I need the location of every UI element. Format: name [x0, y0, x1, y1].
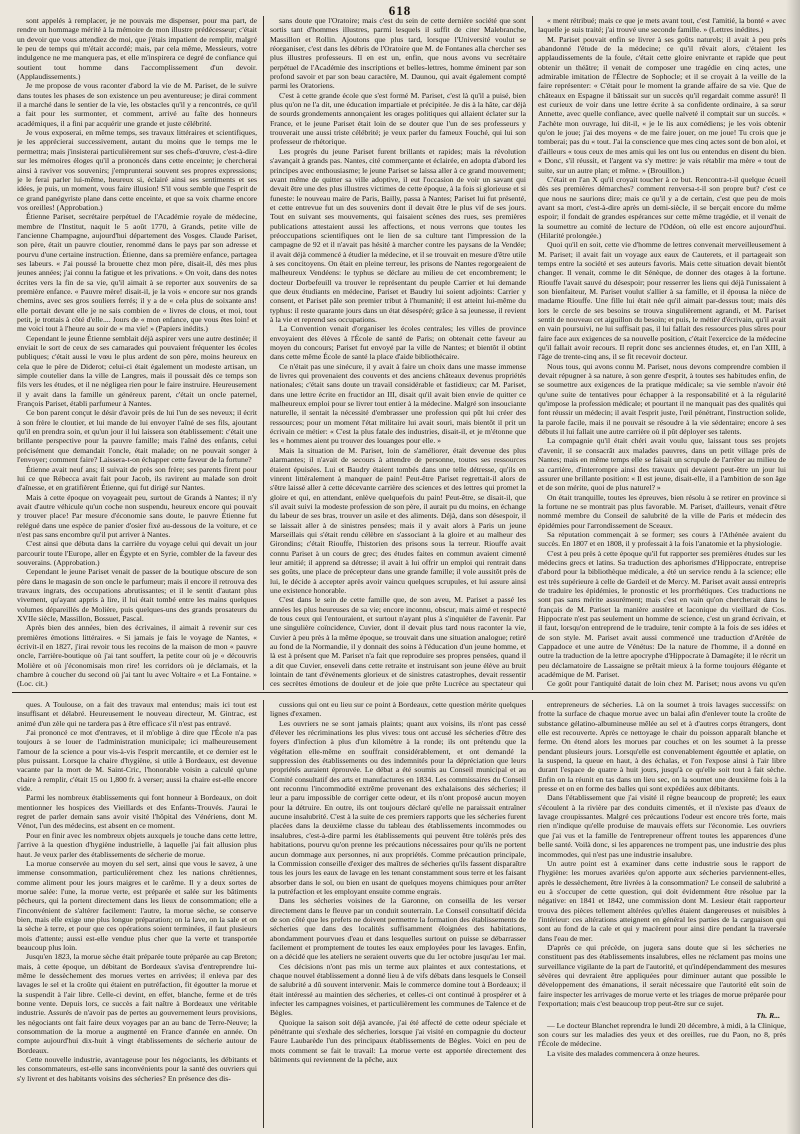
- paragraph: Cette nouvelle industrie, avantageuse pour les négociants, les débitants et les consommateurs, est-elle sans inconvénients pour la santé des ouvriers qui s'y livrent et des habitants voisins des sécheries? En présence des dis-: [17, 1055, 257, 1083]
- paragraph: Je vous exposerai, en même temps, ses travaux littéraires et scientifiques, je les apprécierai successivement, autant du moins que le temps me le permettra; mais j'insisterai particulièrement sur ses chefs-d'œuvre, c'est-à-dire sur les mémoires éloges qu'il a prononcés dans cette enceinte; je chercherai ainsi à raviver vos souvenirs; j'emprunterai souvent ses propres expressions; je le ferai parler lui-même, heureux si, éclairé ainsi ses sentiments et ses idées, je puis, un moment, vous faire illusion! S'il vous semble que l'esprit de ce grand panégyriste plane dans cette enceinte, et que sa voix charme encore vos oreilles! (Approbation.): [17, 128, 257, 212]
- paragraph: C'est ainsi que débuta dans la carrière du voyage celui qui devait un jour parcourir toute l'Europe, aller en Égypte et en Syrie, combler de la faveur des souverains. (Approbation.): [17, 539, 257, 567]
- paragraph: Ces décisions n'ont pas mis un terme aux plaintes et aux contestations, et chaque nouvel établissement a donné lieu à de vifs débats dans lesquels le Conseil de salubrité a dû souvent intervenir. Mais le commerce domine tout à Bordeaux; il était intéressé au maintien des sécheries, et celles-ci ont continué à prospérer et à infecter les campagnes voisines, et particulièrement les communes de Talence et de Bègles.: [270, 961, 526, 1018]
- paragraph: Quoique la saison soit déjà avancée, j'ai été affecté de cette odeur spéciale et pénétrante qui s'exhale des sécheries, lorsque j'ai visité en compagnie du docteur Faure Laubarède l'un des principaux établissements de Bègles. Voici en peu de mots comment se fait le travail: La morue verte est apportée directement des bâtiments qui reviennent de la pêche, aux: [270, 1017, 526, 1065]
- paragraph: Étienne Pariset, secrétaire perpétuel de l'Académie royale de médecine, membre de l'Institut, naquit le 5 août 1770, à Grands, petite ville de l'ancienne Champagne, aujourd'hui département des Vosges. Claude Pariset, son père, était un pauvre cloutier, renommé dans le pays par son adresse et pourvu d'une certaine instruction. Étienne, dans sa première enfance, partagea ses labeurs. « J'ai poussé la brouette chez mon père, disait-il, dès mes plus jeunes années; j'ai connu la fatigue et les privations. » On voit, dans des notes écrites vers la fin de sa vie, qu'il aimait à se reporter aux souvenirs de sa première enfance. « Pauvre mère! disait-il, je la vois « encore sur nos grands chemins, avec ses gros souliers ferrés; il y a de « cela plus de soixante ans! elle portait devant elle je ne sais combien de « livres de clous, et moi, tout petit, je trottais à côté d'elle.... Jours de « mon enfance, que vous êtes loin! et me voici tout à l'heure au soir de « ma vie! » (Papiers inédits.): [17, 212, 257, 334]
- article-column-1: [17, 16, 257, 690]
- paragraph: Après bien des années, bien des écrivaines, il aimait à revenir sur ces premières émotions littéraires. « Si jamais je fais le voyage de Nantes, « écrivit-il en 1827, j'irai revoir tous les recoins de la maison de mon « pauvre oncle, l'arrière-boutique où j'ai tant souffert, la petite cour où je « découvris Molière et où j'économisais mon rire! les corridors où je déclamais, et la chambre à coucher du second où j'ai tant lu avec Voltaire « et La Fontaine. » (Loc. cit.): [17, 623, 257, 689]
- paragraph: Dans l'établissement que j'ai visité il règne beaucoup de propreté; les eaux s'écoulent à la rivière par des conduits cimentés, et il n'existe pas d'eaux de lavage croupissantes. Malgré ces précautions l'odeur est encore très forte, mais rien n'indique qu'elle produise de mauvais effets sur l'économie. Les ouvriers que j'ai vus et la famille de l'entrepreneur offrent toutes les apparences d'une belle santé. Voilà donc, si les apparences ne trompent pas, une industrie des plus incommodes, qui n'est pas une industrie insalubre.: [538, 793, 786, 859]
- paragraph: sont appelés à remplacer, je ne pouvais me dispenser, pour ma part, de rendre un hommage mérité à la mémoire de mon illustre prédécesseur; c'était un devoir que vous attendiez de moi, que j'étais impatient de remplir, malgré le peu de temps qui m'était accordé; mais, par cela même, Messieurs, votre indulgence ne me manquera pas, et elle m'inspirera ce degré de confiance qui soutient tout homme dans l'accomplissement d'un devoir. (Applaudissements.): [17, 16, 257, 82]
- article-column-2: [270, 16, 526, 690]
- paragraph: Mais la situation de M. Pariset, loin de s'améliorer, était devenue des plus alarmantes; il n'avait de secours à attendre de personne, toutes ses ressources étaient épuisées. Lui et Baudry étaient tombés dans une telle détresse, qu'ils en vinrent littéralement à manquer de pain! Peut-être Pariset regrettait-il alors de s'être laissé aller à cette décevante carrière des sciences et des lettres qui promet la gloire et qui, en attendant, enlève quelquefois du pain! Peut-être, se disait-il, que s'il avait suivi la modeste profession de son père, il aurait pu du moins, en échange du labeur de ses bras, trouver un asile et des aliments. Déjà, dans son désespoir, il se laissait aller à de sinistres pensées; mais il y avait alors à Paris un jeune Marseillais qui s'était rendu célèbre en s'associant à la gloire et au malheur des Girondins; c'était Riouffe, l'historien des prisons sous la terreur. Riouffe avait connu Pariset à un cours de grec; des études faites en commun avaient cimenté leur amitié; il apprend sa détresse; il avait à lui offrir un emploi qui rentrait dans ses goûts, une place de précepteur dans une grande famille; il vole aussitôt près de lui, le décide à accepter après avoir vaincu quelques scrupules, et lui assure ainsi une existence honorable.: [270, 445, 526, 595]
- paragraph: Mais à cette époque on voyageait peu, surtout de Grands à Nantes; il n'y avait d'autre véhicule qu'un coche non suspendu, heureux encore qui pouvait y trouver place! Par mesure d'économie sans doute, le pauvre Étienne fut relégué dans une espèce de panier d'osier fixé au-dessous de la voiture, et ce n'est pas sans encombre qu'il put arriver à Nantes.: [17, 492, 257, 539]
- announcement: La visite des malades commencera à onze heures.: [547, 1048, 700, 1058]
- column-divider: [263, 16, 264, 690]
- paragraph: Les ouvriers ne se sont jamais plaints; quant aux voisins, ils n'ont pas cessé d'élever les récriminations les plus vives: tous ont accusé les sécheries d'être des foyers d'infection à plus d'un kilomètre à la ronde; ils ont prétendu que la végétation elle-même en souffrait considérablement, et ont demandé la suppression des établissements ou des indemnités pour la dépréciation que leurs propriétés auraient éprouvée. Le débat a été soumis au Conseil municipal et au Comité consultatif des arts et manufactures en 1834. Les commissaires du Conseil ont reconnu l'incommodité extrême provenant des exhalaisons des sécheries; il leur a paru impossible de corriger cette odeur, et ils n'ont proposé aucun moyen pour la détruire. En outre, ils ont toujours déclaré qu'elle ne paraissait entraîner aucune insalubrité. C'est à la suite de ces premiers rapports que les sécheries furent placées dans la deuxième classe du tableau des établissements incommodes ou insalubres, c'est-à-dire parmi les établissements qui peuvent être tolérés près des habitations, pourvu qu'on prenne les précautions nécessaires pour qu'ils ne portent aucun dommage aux personnes, ni aux propriétés. Comme précaution principale, la Commission conseille d'exiger des maîtres de sécheries qu'ils fassent disparaître tous les jours les eaux de lavage en les tenant constamment sous terre et les faisant absorber dans le sol, ou bien en usant de quelques moyens chimiques pour arrêter la putréfaction et les employant ensuite comme engrais.: [270, 718, 526, 896]
- paragraph: J'ai prononcé ce mot d'entraves, et il m'oblige à dire que l'École n'a pas toujours à se louer de l'administration municipale; ici malheureusement l'amour de la science a pour vis-à-vis l'esprit mercantile, et ce dernier est le plus puissant. Lorsque la chaire d'hygiène, si utile à Bordeaux, est devenue vacante par la mort de M. Saint-Cric, l'honorable voisin a calculé qu'une chaire à remplir, c'était 15 ou 1,800 fr. à verser; aussi la chaire est-elle encore vide.: [17, 728, 257, 794]
- paragraph: Ce bon parent conçut le désir d'avoir près de lui l'un de ses neveux; il écrit à son frère le cloutier, et lui mande de lui envoyer l'aîné de ses fils, ajoutant qu'il en prendra soin, et qu'un jour il lui laissera son établissement: c'était une brillante perspective pour la pauvre famille; mais l'aîné des enfants, celui précisément que demandait l'oncle, était malade; on ne pouvait songer à l'envoyer; comment faire? Laissera-t-on échapper cette faveur de la fortune?: [17, 408, 257, 465]
- paragraph: Sa réputation commençait à se former; ses cours à l'Athénée avaient du succès. En 1807 et en 1808, il y professait à la fois l'anatomie et la physiologie.: [538, 529, 786, 549]
- paragraph: La morue conservée au moyen du sel sert, ainsi que vous le savez, à une immense consommation, particulièrement chez les nations chrétiennes, comme aliment pour les jours maigres et le carême. Il y a deux sortes de morue salée: l'une, la morue verte, est préparée et salée sur les bâtiments pêcheurs, qui la portent directement dans les lieux de consommation; elle a l'inconvénient de s'altérer facilement: l'autre, la morue sèche, se conserve bien, mais elle exige une plus longue préparation; on la lave, on la sale et on la sèche à terre, et pour que ces opérations soient terminées, il faut plusieurs mois d'attente; aussi est-elle vendue plus cher que la verte et transportée beaucoup plus loin.: [17, 858, 257, 952]
- paragraph: « ment rétribué; mais ce que je mets avant tout, c'est l'amitié, la bonté « avec laquelle je suis traité; j'ai trouvé une seconde famille. » (Lettres inédites.): [538, 16, 786, 35]
- paragraph: Nous tous, qui avons connu M. Pariset, nous devons comprendre combien il devait répugner à sa nature, à son genre d'esprit, à toutes ses habitudes enfin, de se soumettre aux exigences de la pratique médicale; sa vie semble n'avoir été qu'une suite de tentatives pour échapper à la responsabilité et à la régularité qu'impose la profession médicale; et pourtant il ne manquait pas des qualités qui font réussir un médecin; il avait l'esprit juste, l'œil pénétrant, l'instruction solide, la parole facile, mais il ne pouvait se résoudre à la vie sédentaire; encore à ses débuts il lui fallait une autre carrière où il pût déployer ses talents.: [538, 361, 786, 437]
- announcement: — Le docteur Blanchet reprendra le lundi 20 décembre, à midi, à la Clinique, son cours sur les maladies des yeux et des oreilles, rue du Paon, no 8, près l'École de médecine.: [538, 1020, 786, 1049]
- letter-column-3: [538, 700, 786, 1128]
- author-signature: Th. R...: [756, 1011, 780, 1021]
- paragraph: Étienne avait neuf ans; il suivait de près son frère; ses parents firent pour lui ce que Rébecca avait fait pour Jacob, ils ravirent au malade son droit d'aînesse, et en gratifièrent Étienne, qui fut dirigé sur Nantes.: [17, 464, 257, 493]
- paragraph: C'est dans le sein de cette famille que, de son aveu, M. Pariset a passé les années les plus heureuses de sa vie; encore inconnu, obscur, mais aimé et respecté de tous ceux qui l'entouraient, et surtout n'ayant plus à s'inquiéter de l'avenir. Par une singulière coïncidence, Cuvier, dont il devait plus tard nous raconter la vie, Cuvier à peu près à la même époque, se trouvait dans une situation analogue; retiré au fond de la Normandie, il y donnait des soins à l'éducation d'un jeune homme, et là est à présent que M. Pariset n'a fait que reproduire ses propres pensées, quand il a dit que Cuvier, enseveli dans cette retraite et instruisant son jeune élève au bruit lointain de tant d'événements glorieux et de sinistres catastrophes, devait ressentir ces secrètes émotions de douleur et de joie que prête Lucrèce au spectateur qui: [270, 595, 526, 689]
- page-number: 618: [388, 3, 412, 18]
- paragraph: sans doute que l'Oratoire; mais c'est du sein de cette dernière société que sont sortis tant d'hommes illustres, parmi lesquels il suffit de citer Malebranche, Massillon et Rollin. Ajoutons que plus tard, lorsque l'Université voulut se réorganiser, c'est dans les débris de l'Oratoire que M. de Fontanes alla chercher ses plus illustres professeurs. Il en est un, enfin, que nous avons vu secrétaire perpétuel de l'Académie des inscriptions et belles-lettres, homme éminent par son profond savoir et par son beau caractère, M. Daunou, qui avait également compté parmi les Oratoriens.: [270, 16, 526, 91]
- paragraph: cussions qui ont eu lieu sur ce point à Bordeaux, cette question mérite quelques lignes d'examen.: [270, 700, 526, 719]
- paragraph: On était tranquille, toutes les épreuves, bien résolu à se retirer en province si la fortune ne se montrait pas plus favorable. M. Pariset, d'ailleurs, venait d'être nommé membre du Conseil de salubrité de la ville de Paris et médecin des épidémies pour l'arrondissement de Sceaux.: [538, 492, 786, 530]
- paragraph: Les progrès du jeune Pariset furent brillants et rapides; mais la révolution s'avançait à grands pas. Nantes, cité commerçante et éclairée, en adopta d'abord les principes avec enthousiasme; le jeune Pariset se laissa aller à ce grand mouvement; avant même de quitter sa ville adoptive, il eut l'occasion de voir un savant qui devait être une des plus illustres victimes de cette époque, à la fois si glorieuse et si funeste: le nouveau maire de Paris, Bailly, passa à Nantes; Pariset lui fut présenté, et cette entrevue fut un des souvenirs dont il devait être le plus vif de ses jours. Tout en suivant ses mouvements, qui faisaient scènes des rues, ses premières publications attestaient aussi les affections, et nous verrons que toutes les préoccupations scientifiques ont le lien de sa culture tant l'impression de la campagne de 92 et il n'avait pas hésité à marcher contre les paysans de la Vendée; il avait déjà commencé à étudier la médecine, et il se trouvait en mesure d'être utile à ses concitoyens. On était en pleine terreur, les prisons de Nantes regorgeaient de malheureux Vendéens: le typhus se déclare au milieu de cet encombrement; le docteur Dorbefeuill va trouver le représentant du peuple Carrier et lui demande que deux étudiants en médecine, Pariset et Baudry lui soient adjoints: Carrier y consent, et Pariset pâle son premier tribut à l'humanité; il est atteint lui-même du typhus: il reste quarante jours dans un état désespéré; grâce à sa jeunesse, il revient à la vie et reprend ses occupations.: [270, 146, 526, 324]
- paragraph: [17, 689, 257, 690]
- article-column-3: [538, 16, 786, 690]
- paragraph: Un autre point est à examiner dans cette industrie sous le rapport de l'hygiène: les morues avariées qu'on apporte aux sécheries parviennent-elles, après le dessèchement, être livrées à la consommation? Le conseil de salubrité a eu à s'occuper de cette question, qui doit évidemment être résolue par la négative: en 1841 et 1842, une commission dont M. Lesieur était rapporteur trouva des pièces tellement altérées qu'elles étaient dangereuses et nuisibles à l'intérieur: ces altérations atteignent en général les parties de la carguaison qui sont au fond de la cale et qui y macèrent pour ainsi dire pendant la traversée dans l'eau de mer.: [538, 858, 786, 943]
- paragraph: Jusqu'en 1823, la morue sèche était préparée toute préparée au cap Breton; mais, à cette époque, un débitant de Bordeaux s'avisa d'entreprendre lui-même le dessèchement des morues vertes en arrivées; il enleva par des lavages le sel et la croûte qui étaient en putréfaction, fit égoutter la morue et la suspendit à l'air libre. Celle-ci devint, en effet, blanche, ferme et de très bonne vente. Depuis lors, ce succès a fait naître à Bordeaux une véritable industrie. Assurés de n'avoir pas de pertes au gouvernement leurs provisions, les négociants ont fait faire deux voyages par an au banc de Terre-Neuve; la consommation de la morue a augmenté en France d'année en année. On compte aujourd'hui dix-huit à vingt établissements de sécherie autour de Bordeaux.: [17, 952, 257, 1055]
- paragraph: C'était en l'an X qu'il croyait toucher à ce but. Rencontra-t-il quelque écueil dès ses premières démarches? comment renversa-t-il son propre but? c'est ce que nous ne saurions dire; mais ce qu'il y a de certain, c'est que peu de mois avant sa mort, c'est-à-dire après un demi-siècle, il se berçait encore du même espoir; il fondait de grandes espérances sur cette même tragédie, et il venait de la soumettre au comité de lecture de l'Odéon, où elle est encore aujourd'hui. (Hilarité prolongée.): [538, 174, 786, 240]
- paragraph: La Convention venait d'organiser les écoles centrales; les villes de province envoyaient des élèves à l'École de santé de Paris; on obtenait cette faveur au moyen du concours; Pariset fut envoyé par la ville de Nantes; et bientôt il obtint dans cette même École de santé la place d'aide bibliothécaire.: [270, 324, 526, 362]
- paragraph: Cependant le jeune Étienne semblait déjà aspirer vers une autre destinée; il enviait le sort de ceux de ses camarades qui pouvaient fréquenter les écoles publiques; c'était aussi le vœu le plus ardent de son père, moins heureux en cela que le père de Diderot; celui-ci était également un modeste artisan, un simple coutelier dans la ville de Langres, mais il poussait dès ce temps son fils vers les études, et il ne négligea rien pour le faire instruire. Heureusement il y avait dans la famille un généreux parent, c'était un oncle paternel, François Pariset, établi parfumeur à Nantes.: [17, 333, 257, 409]
- paragraph: ques. A Toulouse, on a fait des travaux mal entendus; mais ici tout est insuffisant et délabré. Heureusement le nouveau directeur, M. Gintrac, est animé d'un zèle qui ne tardera pas à être efficace s'il n'est pas entravé.: [17, 700, 257, 728]
- paragraph: Cependant le jeune Pariset venait de passer de la boutique obscure de son père dans le magasin de son oncle le parfumeur; mais il encore il retrouva des travaux ingrats, des occupations abrutissantes; et il le sentit d'autant plus vivement, qu'ayant appris à lire, il lui était tombé entre les mains quelques volumes dépareillés de Molière, puis quelques-uns des grands prosateurs du XVIIe siècle, Massillon, Bossuet, Pascal.: [17, 567, 257, 623]
- column-divider: [532, 16, 533, 690]
- section-divider: [12, 692, 788, 693]
- paragraph: C'est à cette grande école que s'est formé M. Pariset, c'est là qu'il a puisé, bien plus qu'on ne l'a dit, une éducation impartiale et précipitée. Je dis à la hâte, car déjà de sourds grondements annonçaient les orages politiques qui allaient éclater sur la France, et le jeune Pariset était loin de se douter que l'un de ses professeurs y trouverait une aussi triste célébrité; je veux parler du fameux Fouché, qui lui son professeur de rhétorique.: [270, 90, 526, 147]
- paragraph: Je me propose de vous raconter d'abord la vie de M. Pariset, de le suivre dans toutes les phases de son existence un peu aventureuse; je dirai comment il a marché dans le sentier de la vie, les obstacles qu'il y a rencontrés, ce qu'il a fait pour les surmonter, et comment, arrivé au faîte des honneurs académiques, il a fini par acquérir une grande et juste célébrité.: [17, 81, 257, 128]
- letter-column-1: [17, 700, 257, 1128]
- paragraph: Pour en finir avec les nombreux objets auxquels je touche dans cette lettre, j'arrive à la question d'hygiène industrielle, à laquelle j'ai fait allusion plus haut. Je veux parler des établissements de sécherie de morue.: [17, 830, 257, 859]
- letter-column-2: [270, 700, 526, 1128]
- page-edge-shadow: [786, 0, 800, 1134]
- paragraph: D'après ce qui précède, on jugera sans doute que si les sécheries ne constituent pas des établissements insalubres, elles ne réclament pas moins une surveillance vigilante de la part de l'autorité, et qu'indépendamment des mesures sévères qui devraient être appliquées pour diminuer autant que possible le développement des émanations, il serait nécessaire que l'autorité eût soin de faire inspecter les arrivages de morue verte et les triages de morue préparée pour l'exportation; mais c'est beaucoup trop peut-être sur ce sujet.: [538, 942, 786, 1008]
- paragraph: entrepreneurs de sécheries. Là on la soumet à trois lavages successifs: on frotte la surface de chaque morue avec un balai afin d'enlever toute la croûte de substance gélatino-albumineuse mêlée au sel et à d'autres corps étrangers, dont elle est recouverte. Après ce nettoyage le chair du poisson apparaît blanche et ferme. On étend alors les morues par couches et on les soumet à la presse pendant plusieurs jours. Lorsqu'elle est convenablement égouttée et aplatie, on la suspend, la queue en haut, à des échalas, et l'on l'expose ainsi à l'air libre durant l'espace de quatre à huit jours, jusqu'à ce qu'elle soit tout à fait sèche. Enfin on la réunit en tas dans un lieu sec, on la soumet une deuxième fois à la presse et on en forme des balles qui sont expédiées aux débitants.: [538, 700, 786, 794]
- paragraph: Quoi qu'il en soit, cette vie d'homme de lettres convenait merveilleusement à M. Pariset; il avait fait un voyage aux eaux de Cauterets, et il partageait son temps entre la société et ses auteurs favoris. Mais cette situation devait bientôt changer. Il venait, comme le dit Sénèque, de donner des otages à la fortune. Riouffe l'avait sauvé du désespoir; pour resserrer les liens qui déjà l'unissaient à son bienfaiteur, M. Pariset voulut s'allier à sa famille, et il épousa la nièce de madame Riouffe. Une fille lui était née qu'il aimait par-dessus tout; mais dès lors le cercle de ses besoins se trouva singulièrement agrandi, et M. Pariset sentit de nouveau cet aiguillon du besoin; et puis, le métier d'écrivain, qu'il avait en vain poursuivi, ne lui suffisait pas, il lui fallait des ressources plus sûres pour faire face aux exigences de sa nouvelle position, c'était l'exercice de la médecine qu'il fallait avoir recours. Il reprit donc ses anciennes études, et, en l'an XIII, à l'âge de trente-cinq ans, il se fit recevoir docteur.: [538, 240, 786, 362]
- column-divider: [263, 700, 264, 1128]
- paragraph: Ce n'était pas une sinécure, il y avait à faire un choix dans une masse immense de livres qui provenaient des couvents et des anciens châteaux devenus propriétés nationales; c'était sans doute un travail considérable et fastidieux; car M. Pariset, dans une lettre écrite en fructidor an III, disait qu'il avait bien envie de quitter ce malheureux emploi pour se livrer tout entier à la médecine. Malgré son insouciante naturelle, il sentait la nécessité d'embrasser une profession qui pût lui créer des ressources; pour un moment l'état militaire lui avait souri, mais bientôt il prit un écrivain ce métier: « C'est la plus fatale des industries, disait-il, et je m'étonne que les « hommes aient pu trouver des louanges pour elle. »: [270, 361, 526, 446]
- paragraph: La compagnie qu'il était chéri avait voulu que, laissant tous ses projets d'avenir, il se consacrât aux malades pauvres, dans un petit village près de Nantes; mais en même temps elle se faisait un scrupule de l'arrêter au milieu de sa carrière, d'interrompre ainsi des travaux qui devaient peut-être un jour lui assurer une brillante position: « Il est jeune, disait-elle, il a l'ambition de son âge et de son mérite, quoi de plus naturel? »: [538, 436, 786, 493]
- paragraph: C'est à peu près à cette époque qu'il fut rapporter ses premières études sur les médecins grecs et latins. Sa traduction des aphorismes d'Hippocrate, entreprise d'abord pour la bibliothèque médicale, a été un service rendu à la science; elle est très supérieure à celle de Gardeil et de Mercy. M. Pariset avait aussi entrepris de traduire les épidémies, le pronostic et les prorrhétiques. Ces traductions ne sont pas sans mérite assurément; mais c'est en vain qu'on chercherait dans le français de M. Pariset la manière austère et laconique du vieillard de Cos. Hippocrate n'est pas seulement un homme de science, c'est un grand écrivain, et il faut, lorsqu'on entreprend de le traduire, tenir compte à la fois de ses idées et de son style. M. Pariset avait aussi commencé une traduction d'Arétée de Cappadoce et une autre de Vénétus: De la nature de l'homme, il a donné en outre la traduction de la lettre apocryphe d'Hippocrate à Damagète; il le récrit un peu déclamatoire de Lassaigne se prêtait mieux à la forme toujours élégante et académique de M. Pariset.: [538, 548, 786, 680]
- column-divider: [532, 700, 533, 1128]
- paragraph: Parmi les nombreux établissements qui font honneur à Bordeaux, on doit mentionner les hospices des Vieillards et des Enfants-Trouvés. J'aurai le regret de parler demain sans avoir visité l'hôpital des Vénériens, dont M. Vénot, l'un des médecins, est absent en ce moment.: [17, 793, 257, 831]
- paragraph: Dans les sécheries voisines de la Garonne, on conseilla de les verser directement dans le fleuve par un conduit souterrain. Le Conseil consultatif décida de son côté que les prefets ne doivent permettre la formation des établissements de sécheries que dans des localités suffisamment éloignées des habitations, abondamment pourvues d'eau et dans lesquelles surtout on puisse se débarrasser facilement et promptement de toutes les eaux employées pour les lavages. Enfin, on a décidé que les ateliers ne seraient ouverts que du 1er octobre jusqu'au 1er mai.: [270, 896, 526, 962]
- paragraph: M. Pariset pouvait enfin se livrer à ses goûts naturels; il avait à peu près abandonné l'étude de la médecine; ce qu'il rêvait alors, c'étaient les applaudissements de la foule, c'était cette gloire enivrante et rapide que peut obtenir un théâtre; il venait de composer une tragédie en cinq actes, une admirable imitation de l'Électre de Sophocle; et il se croyait à la veille de la faire représenter: « C'était pour le moment la grande affaire de sa vie. Que de châteaux en Espagne il bâtissait sur un succès qu'il regardait comme assuré! Il est curieux de voir dans une lettre écrite à sa confidente ordinaire, à sa sœur Annette, avec quelle confiance, avec quelle naïveté il comptait sur un succès. « J'achète mon ouvrage, lui dit-il, « je le lis aux comédiens; je les vois obtenir qu'on le joue; j'ai des moyens « de me faire jouer, on me joue! Tu crois que je tomberai; pas du « tout. J'ai la conscience que mes cinq actes sont de bon aloi, et d'ailleurs « tous ceux de mes amis qui les ont lus ou entendus en disent du bien. « Donc, s'il réussit, et l'argent va s'y mettre: je vais rétablir ma mère « tout de suite, sur un autre plan; et même. » (Brouillon.): [538, 34, 786, 175]
- paragraph: Ce goût pour l'antiquité datait de loin chez M. Pariset; nous avons vu qu'en: [547, 679, 786, 689]
